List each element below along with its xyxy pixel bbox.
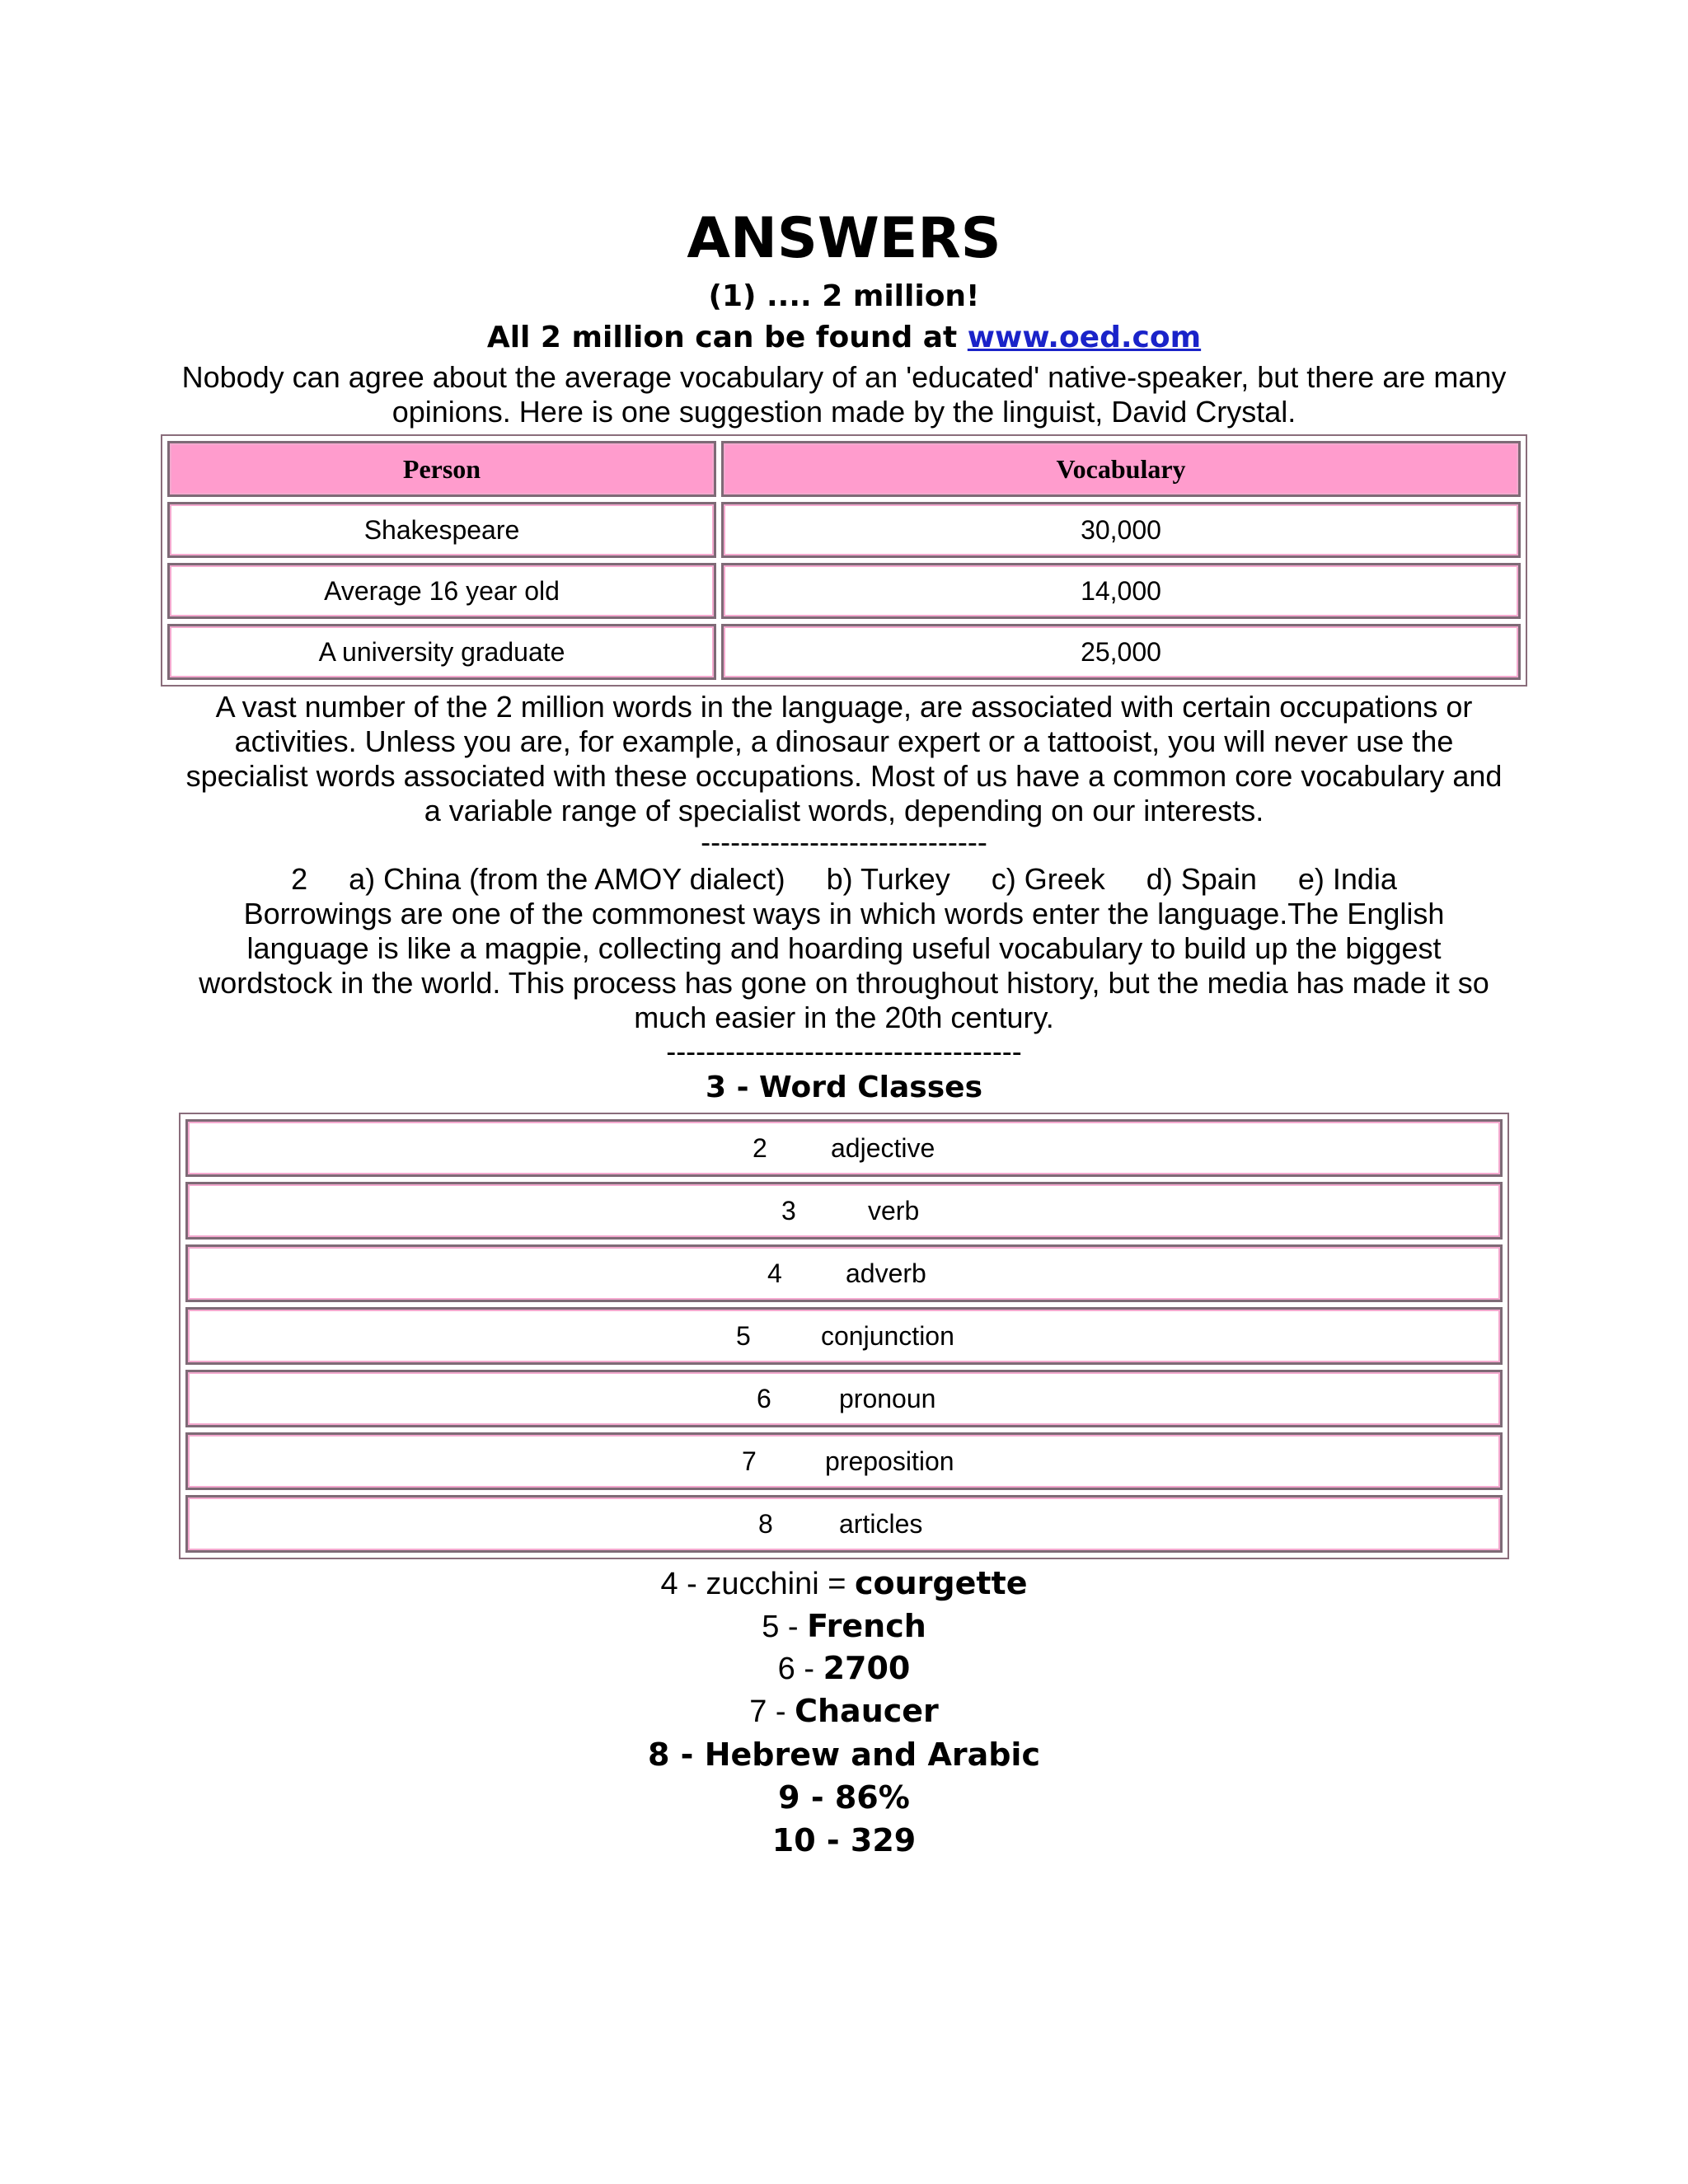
vocabulary-table [161, 434, 1527, 687]
answer-label: 9 - [778, 1779, 835, 1816]
word-class-cell [185, 1307, 1503, 1365]
row-number: 4 [767, 1258, 782, 1288]
word-class: adverb [846, 1258, 926, 1288]
answer-9 [0, 1776, 1688, 1820]
vocabulary-cell: 25,000 [721, 624, 1521, 680]
word-class: articles [839, 1509, 923, 1539]
vocabulary-cell: 30,000 [721, 502, 1521, 558]
vocabulary-cell: 14,000 [721, 563, 1521, 619]
word-class-cell [185, 1495, 1503, 1553]
answer-label: 10 - [771, 1822, 851, 1858]
row-number: 3 [781, 1196, 796, 1226]
answer-label: 4 - zucchini = [660, 1567, 855, 1601]
answer-6 [0, 1647, 1688, 1690]
word-class-cell [185, 1370, 1503, 1427]
word-class-cell [185, 1182, 1503, 1240]
word-class-cell [185, 1244, 1503, 1302]
answer-label: 8 - [648, 1736, 705, 1773]
word-classes-heading: 3 - Word Classes [705, 1071, 983, 1104]
q1-source [0, 318, 1688, 358]
table-row [167, 624, 1521, 680]
answer-label: 5 - [762, 1610, 808, 1644]
divider: ------------------------------------ [666, 1034, 1022, 1068]
table-row [185, 1182, 1503, 1240]
answer-label: 6 - [777, 1652, 823, 1686]
divider: ----------------------------- [701, 825, 987, 859]
person-cell: Shakespeare [167, 502, 716, 558]
word-class-cell [185, 1119, 1503, 1177]
answer-value: 86% [834, 1779, 910, 1816]
q1-source-text: All 2 million can be found at [486, 321, 968, 354]
word-class: preposition [825, 1446, 954, 1476]
row-number: 6 [757, 1384, 771, 1413]
answer-value: French [807, 1608, 926, 1644]
table-row [185, 1119, 1503, 1177]
word-class: verb [868, 1196, 920, 1226]
table-row [167, 502, 1521, 558]
word-class: pronoun [839, 1384, 936, 1413]
vocabulary-table-header [167, 441, 1521, 497]
table-row [185, 1307, 1503, 1365]
table-row [167, 563, 1521, 619]
answer-value: courgette [854, 1565, 1028, 1601]
word-class: adjective [831, 1133, 935, 1163]
person-cell: Average 16 year old [167, 563, 716, 619]
answer-value: 329 [850, 1822, 917, 1858]
table-row [185, 1370, 1503, 1427]
person-cell: A university graduate [167, 624, 716, 680]
occupations-paragraph: A vast number of the 2 million words in the language, are associated with certain occupations or activities. Unless you are, for example, a dinosaur expert or a tattooist, you will never use the specialist words associated with these occupations. Most of us have a common core vocabulary and a variable range of specialist words, depending on our interests. [185, 690, 1503, 827]
row-number: 7 [742, 1446, 757, 1476]
header-vocabulary: Vocabulary [721, 441, 1521, 497]
oed-link[interactable]: www.oed.com [967, 321, 1202, 354]
q1-answer: (1) .... 2 million! [708, 279, 980, 313]
answer-8 [0, 1733, 1688, 1777]
table-row [185, 1495, 1503, 1553]
answer-5 [0, 1605, 1688, 1648]
answer-value: 2700 [823, 1650, 911, 1686]
row-number: 8 [758, 1509, 773, 1539]
word-classes-table [179, 1113, 1509, 1559]
answer-value: Chaucer [795, 1693, 939, 1729]
table-row [185, 1432, 1503, 1490]
row-number: 5 [736, 1321, 751, 1351]
answer-10 [0, 1819, 1688, 1863]
row-number: 2 [753, 1133, 767, 1163]
answer-7 [0, 1690, 1688, 1733]
header-person: Person [167, 441, 716, 497]
answer-value: Hebrew and Arabic [704, 1736, 1040, 1773]
page-title: ANSWERS [687, 206, 1001, 271]
word-class: conjunction [821, 1321, 954, 1351]
q2-answer: 2 a) China (from the AMOY dialect) b) Turkey c) Greek d) Spain e) India [291, 862, 1397, 896]
answer-label: 7 - [749, 1694, 795, 1729]
borrowings-paragraph: Borrowings are one of the commonest ways in which words enter the language.The English language is like a magpie, collecting and hoarding useful vocabulary to build up the biggest wordstock in the world. This process has gone on throughout history, but the media has made it so much easier in the 20th century. [199, 897, 1489, 1034]
word-class-cell [185, 1432, 1503, 1490]
answer-4 [0, 1562, 1688, 1605]
q1-paragraph: Nobody can agree about the average vocabulary of an 'educated' native-speaker, but there are many opinions. Here is one suggestion made by the linguist, David Crystal. [181, 360, 1507, 429]
table-row [185, 1244, 1503, 1302]
